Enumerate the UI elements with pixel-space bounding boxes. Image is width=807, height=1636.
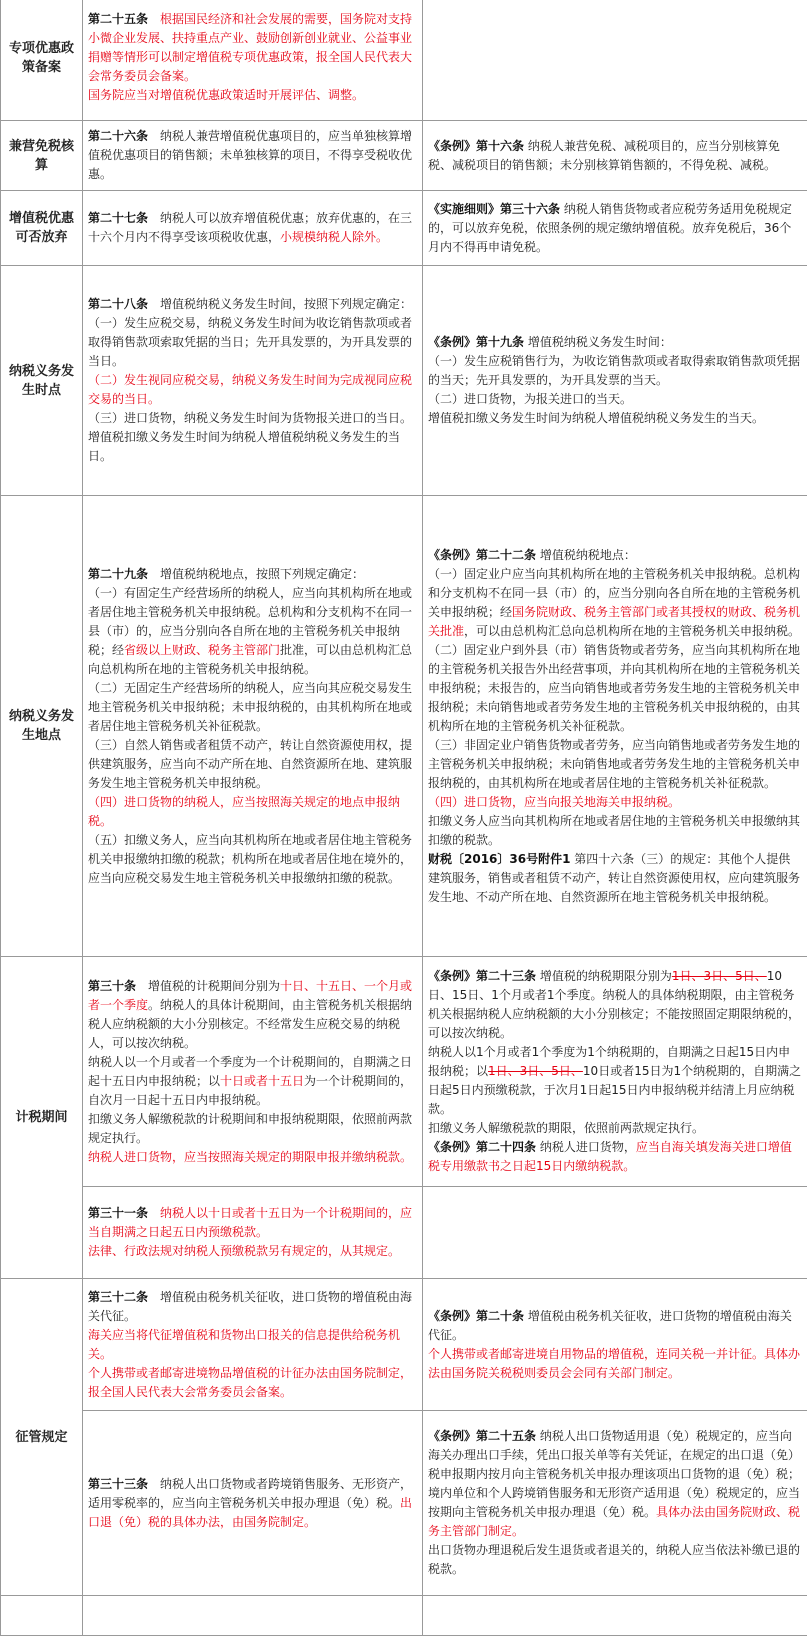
regulation-cell [423,121,807,191]
law-cell [83,266,423,496]
table-row [1,1411,807,1596]
clause-text: 增值税的纳税期限分别为 [536,969,672,983]
clause-text: （二）固定业户到外县（市）销售货物或者劳务，应当向其机构所在地的主管税务机关报告外出经营事项，并向其机构所在地的主管税务机关申报纳税；未报告的，应当向销售地或者劳务发生地的主管税务机关申报纳税；未向销售地或者劳务发生地的主管税务机关申报纳税的，由其机构所在地的主管税务机关补征税款。 [428,643,800,733]
row-topic: 计税期间 [1,957,83,1279]
table-row [1,191,807,266]
clause-text: 为一个计税期间的，自次月一日起十五日内申报纳税。 [88,1074,412,1107]
clause-text: （三）自然人销售或者租赁不动产，转让自然资源使用权，提供建筑服务，应当向不动产所在地、自然资源所在地、建筑服务发生地主管税务机关申报纳税。 [88,738,412,790]
deleted-text: 1日、3日、5日、 [488,1064,583,1078]
clause-paragraph [88,1110,417,1148]
clause-text: 增值税扣缴义务发生时间为纳税人增值税纳税义务发生的当天。 [428,411,764,425]
clause-text: （二）无固定生产经营场所的纳税人，应当向其应税交易发生地主管税务机关申报纳税；未申报纳税的，由其机构所在地或者居住地主管税务机关补征税款。 [88,681,412,733]
clause-text: 增值税由税务机关征收，进口货物的增值税由海关代征。 [88,1290,412,1323]
clause-text: 增值税的计税期间分别为 [136,979,280,993]
clause-text: 增值税纳税义务发生时间，按照下列规定确定： [148,297,412,311]
clause-text: （一）固定业户应当向其机构所在地的主管税务机关申报纳税。总机构和分支机构不在同一县（市）的，应当分别向各自所在地的主管税务机关申报纳税；经 [428,567,800,619]
clause-paragraph [88,428,417,466]
clause-text: 纳税人以一个月或者一个季度为一个计税期间的，自期满之日起十五日内申报纳税；以 [88,1055,412,1088]
changed-text: 个人携带或者邮寄进境自用物品的增值税，连同关税一并计征。具体办法由国务院关税税则委员会会同有关部门制定。 [428,1347,800,1380]
law-cell [83,0,423,121]
clause-paragraph [428,565,802,641]
law-cell [83,1187,423,1279]
changed-text: 出口退（免）税的具体办法，由国务院制定。 [88,1496,412,1529]
clause-number: 第三十三条 [88,1477,148,1491]
changed-text: 国务院应当对增值税优惠政策适时开展评估、调整。 [88,88,364,102]
clause-paragraph [88,736,417,793]
clause-paragraph [428,793,802,812]
changed-text: 国务院财政、税务主管部门或者其授权的财政、税务机关批准 [428,605,800,638]
clause-text: （三）进口货物，纳税义务发生时间为货物报关进口的当日。 [88,411,412,425]
clause-paragraph [428,1345,802,1383]
regulation-cell [423,0,807,121]
empty-cell [83,1596,423,1636]
clause-number: 第二十五条 [88,12,148,26]
clause-paragraph [88,1242,417,1261]
clause-text: （一）有固定生产经营场所的纳税人，应当向其机构所在地或者居住地主管税务机关申报纳税。总机构和分支机构不在同一县（市）的，应当分别向各自所在地的主管税务机关申报纳税；经 [88,586,412,657]
clause-paragraph [428,812,802,850]
changed-text: 具体办法由国务院财政、税务主管部门制定。 [428,1505,800,1538]
clause-text: 增值税由税务机关征收，进口货物的增值税由海关代征。 [428,1309,792,1342]
clause-paragraph [428,1307,802,1345]
clause-text: （三）非固定业户销售货物或者劳务，应当向销售地或者劳务发生地的主管税务机关申报纳税；未向销售地或者劳务发生地的主管税务机关申报纳税的，由其机构所在地或者居住地的主管税务机关补征税款。 [428,738,800,790]
row-topic: 征管规定 [1,1279,83,1596]
changed-text: 海关应当将代征增值税和货物出口报关的信息提供给税务机关。 [88,1328,400,1361]
clause-text: 增值税纳税地点： [536,548,636,562]
clause-text: 纳税人兼营增值税优惠项目的，应当单独核算增值税优惠项目的销售额；未单独核算的项目，不得享受税收优惠。 [88,129,412,181]
clause-paragraph [88,1475,417,1532]
clause-number: 《条例》第二十二条 [428,548,536,562]
changed-text: 十日或者十五日 [220,1074,304,1088]
regulation-cell [423,1279,807,1411]
changed-text: （四）进口货物的纳税人，应当按照海关规定的地点申报纳税。 [88,795,400,828]
clause-paragraph [88,314,417,371]
clause-number: 第二十七条 [88,211,148,225]
clause-number: 《条例》第十九条 [428,335,524,349]
law-cell [83,191,423,266]
table-row [1,496,807,957]
regulation-cell [423,1411,807,1596]
clause-text: 纳税人销售货物或者应税劳务适用免税规定的，可以放弃免税，依照条例的规定缴纳增值税。放弃免税后，36个月内不得再申请免税。 [428,202,792,254]
clause-text: 批准，可以由总机构汇总向总机构所在地的主管税务机关申报纳税。 [88,643,412,676]
regulation-cell [423,496,807,957]
clause-paragraph [428,1427,802,1541]
clause-text: ，可以由总机构汇总向总机构所在地的主管税务机关申报纳税。 [464,624,800,638]
table-row [1,1279,807,1411]
table-row [1,1596,807,1636]
changed-text: 个人携带或者邮寄进境物品增值税的计征办法由国务院制定，报全国人民代表大会常务委员会备案。 [88,1366,412,1399]
clause-paragraph [88,1204,417,1242]
clause-text: （一）发生应税交易，纳税义务发生时间为收讫销售款项或者取得销售款项索取凭据的当日；先开具发票的，为开具发票的当日。 [88,316,412,368]
clause-number: 财税〔2016〕36号附件1 [428,852,570,866]
clause-text: （一）发生应税销售行为，为收讫销售款项或者取得索取销售款项凭据的当天；先开具发票的，为开具发票的当天。 [428,354,800,387]
clause-number: 第二十六条 [88,129,148,143]
clause-text: 增值税纳税地点，按照下列规定确定： [148,567,364,581]
table-row [1,0,807,121]
clause-number: 第三十条 [88,979,136,993]
clause-text: 扣缴义务人解缴税款的期限，依照前两款规定执行。 [428,1121,704,1135]
clause-text: （五）扣缴义务人，应当向其机构所在地或者居住地主管税务机关申报缴纳扣缴的税款；机构所在地或者居住地在境外的，应当向应税交易发生地主管税务机关申报缴纳扣缴的税款。 [88,833,412,885]
clause-paragraph [88,1148,417,1167]
clause-number: 第三十二条 [88,1290,148,1304]
clause-text: 10日或者15日为1个纳税期的，自期满之日起5日内预缴税款，于次月1日起15日内申报纳税并结清上月应纳税款。 [428,1064,801,1116]
row-topic: 纳税义务发生地点 [1,496,83,957]
clause-paragraph [428,333,802,352]
table-row [1,121,807,191]
clause-paragraph [88,209,417,247]
clause-number: 第二十八条 [88,297,148,311]
clause-paragraph [428,200,802,257]
clause-paragraph [428,352,802,390]
row-topic: 专项优惠政策备案 [1,0,83,121]
clause-paragraph [88,1326,417,1364]
clause-paragraph [88,679,417,736]
changed-text: 纳税人以十日或者十五日为一个计税期间的，应当自期满之日起五日内预缴税款。 [88,1206,412,1239]
changed-text: 十日、十五日、一个月或者一个季度 [88,979,412,1012]
regulation-cell [423,1187,807,1279]
deleted-text: 1日、3日、5日、 [672,969,767,983]
clause-paragraph [88,1053,417,1110]
changed-text: 应当自海关填发海关进口增值税专用缴款书之日起15日内缴纳税款。 [428,1140,792,1173]
clause-paragraph [88,10,417,86]
clause-paragraph [428,546,802,565]
law-cell [83,957,423,1187]
clause-number: 《条例》第二十五条 [428,1429,536,1443]
clause-paragraph [428,1119,802,1138]
clause-paragraph [428,641,802,736]
regulation-cell [423,191,807,266]
clause-number: 《条例》第二十三条 [428,969,536,983]
row-topic: 兼营免税核算 [1,121,83,191]
clause-text: 纳税人进口货物， [536,1140,636,1154]
clause-number: 《实施细则》第三十六条 [428,202,560,216]
changed-text: （四）进口货物，应当向报关地海关申报纳税。 [428,795,680,809]
law-cell [83,1411,423,1596]
law-cell [83,496,423,957]
clause-paragraph [428,1541,802,1579]
table-row [1,957,807,1187]
row-topic: 增值税优惠可否放弃 [1,191,83,266]
clause-text: 纳税人可以放弃增值税优惠；放弃优惠的，在三十六个月内不得享受该项税收优惠， [88,211,412,244]
changed-text: 纳税人进口货物，应当按照海关规定的期限申报并缴纳税款。 [88,1150,412,1164]
changed-text: （二）发生视同应税交易，纳税义务发生时间为完成视同应税交易的当日。 [88,373,412,406]
clause-paragraph [88,409,417,428]
table-row [1,266,807,496]
clause-paragraph [88,565,417,584]
clause-paragraph [428,736,802,793]
clause-text: 第四十六条（三）的规定：其他个人提供建筑服务，销售或者租赁不动产，转让自然资源使用权，应向建筑服务发生地、不动产所在地、自然资源所在地主管税务机关申报纳税。 [428,852,800,904]
clause-paragraph [88,371,417,409]
clause-text: 纳税人出口货物或者跨境销售服务、无形资产，适用零税率的，应当向主管税务机关申报办理退（免）税。 [88,1477,412,1510]
clause-paragraph [88,86,417,105]
clause-number: 《条例》第二十条 [428,1309,524,1323]
clause-paragraph [428,850,802,907]
clause-text: 。纳税人的具体计税期间，由主管税务机关根据纳税人应纳税额的大小分别核定。不经常发生应税交易的纳税人，可以按次纳税。 [88,998,412,1050]
clause-paragraph [88,584,417,679]
clause-number: 《条例》第二十四条 [428,1140,536,1154]
clause-text: 增值税扣缴义务发生时间为纳税人增值税纳税义务发生的当日。 [88,430,400,463]
clause-paragraph [88,1288,417,1326]
clause-text: 纳税人以1个月或者1个季度为1个纳税期的，自期满之日起15日内申报纳税；以 [428,1045,790,1078]
clause-paragraph [88,831,417,888]
changed-text: 小规模纳税人除外。 [280,230,388,244]
clause-number: 第三十一条 [88,1206,148,1220]
clause-text: 扣缴义务人解缴税款的计税期间和申报纳税期限，依照前两款规定执行。 [88,1112,412,1145]
regulation-cell [423,266,807,496]
law-cell [83,121,423,191]
changed-text: 根据国民经济和社会发展的需要，国务院对支持小微企业发展、扶持重点产业、鼓励创新创业就业、公益事业捐赠等情形可以制定增值税专项优惠政策，报全国人民代表大会常务委员会备案。 [88,12,412,83]
clause-paragraph [88,977,417,1053]
clause-text: 增值税纳税义务发生时间： [524,335,672,349]
clause-paragraph [88,1364,417,1402]
empty-cell [1,1596,83,1636]
empty-cell [423,1596,807,1636]
clause-number: 《条例》第十六条 [428,139,524,153]
law-cell [83,1279,423,1411]
clause-paragraph [428,1138,802,1176]
clause-text: 纳税人出口货物适用退（免）税规定的，应当向海关办理出口手续，凭出口报关单等有关凭证，在规定的出口退（免）税申报期内按月向主管税务机关申报办理该项出口货物的退（免）税；境内单位和个人跨境销售服务和无形资产适用退（免）税规定的，应当按期向主管税务机关申报办理退（免）税。 [428,1429,800,1519]
clause-paragraph [428,409,802,428]
regulation-cell [423,957,807,1187]
clause-text: 出口货物办理退税后发生退货或者退关的，纳税人应当依法补缴已退的税款。 [428,1543,800,1576]
clause-text: 10日、15日、1个月或者1个季度。纳税人的具体纳税期限，由主管税务机关根据纳税人应纳税额的大小分别核定；不能按照固定期限纳税的，可以按次纳税。 [428,969,800,1040]
clause-paragraph [88,127,417,184]
clause-paragraph [428,137,802,175]
clause-text: （二）进口货物，为报关进口的当天。 [428,392,632,406]
clause-paragraph [428,390,802,409]
clause-number: 第二十九条 [88,567,148,581]
row-topic: 纳税义务发生时点 [1,266,83,496]
changed-text: 省级以上财政、税务主管部门 [124,643,280,657]
clause-paragraph [428,1043,802,1119]
clause-paragraph [88,793,417,831]
clause-paragraph [428,967,802,1043]
clause-text: 扣缴义务人应当向其机构所在地或者居住地的主管税务机关申报缴纳其扣缴的税款。 [428,814,800,847]
clause-text: 纳税人兼营免税、减税项目的，应当分别核算免税、减税项目的销售额；未分别核算销售额的，不得免税、减税。 [428,139,780,172]
table-row [1,1187,807,1279]
clause-paragraph [88,295,417,314]
changed-text: 法律、行政法规对纳税人预缴税款另有规定的，从其规定。 [88,1244,400,1258]
